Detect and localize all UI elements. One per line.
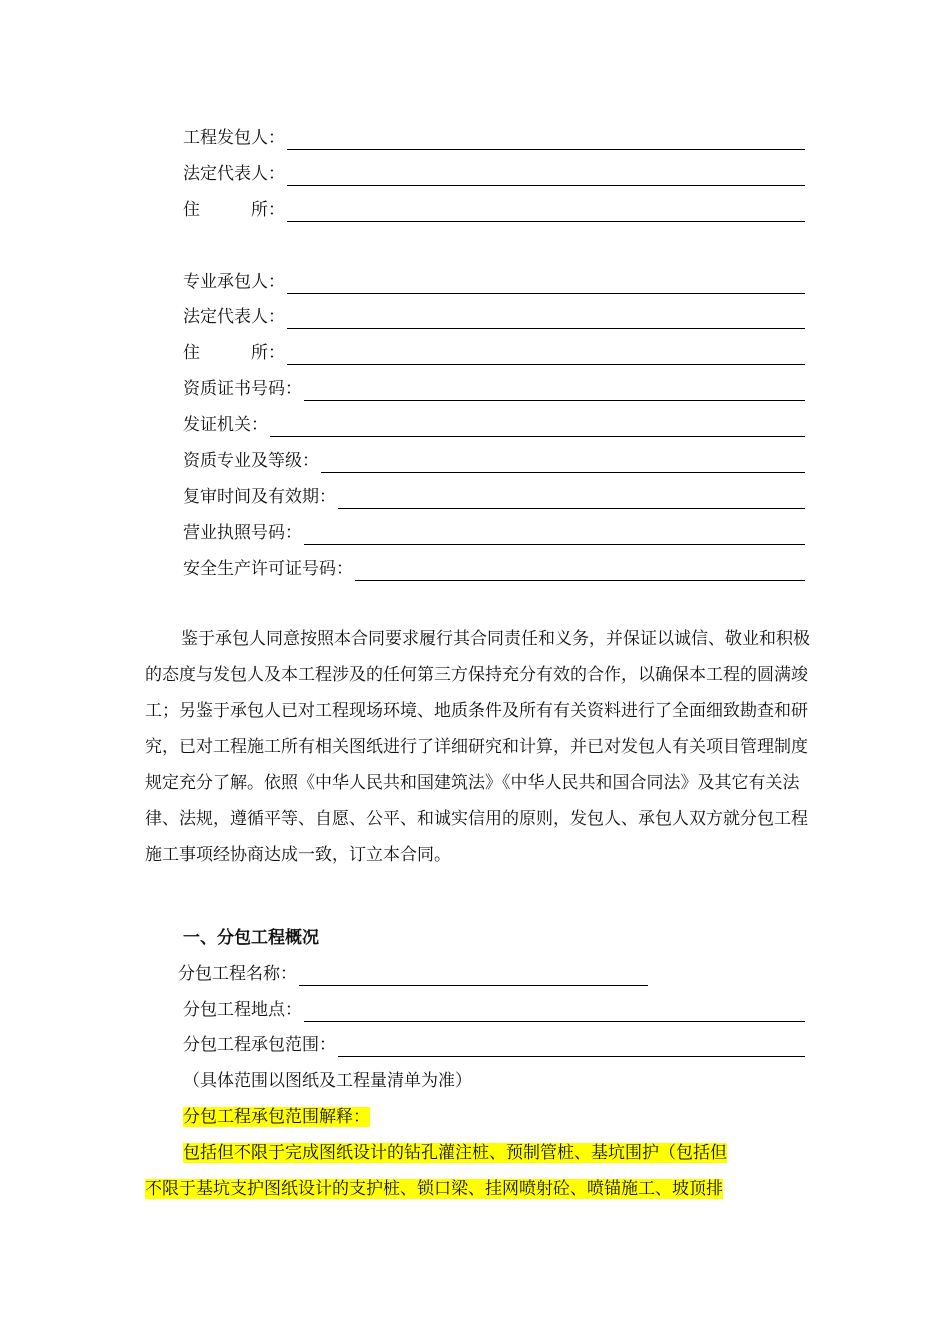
employer-address-field[interactable]	[183, 198, 805, 222]
project-location-field[interactable]	[183, 998, 805, 1022]
project-scope-blank[interactable]	[338, 1038, 805, 1057]
license-field[interactable]	[183, 521, 805, 545]
safety-license-blank[interactable]	[355, 562, 805, 581]
employer-blank[interactable]	[287, 131, 805, 150]
subcontractor-address-blank[interactable]	[287, 346, 805, 365]
section-1-heading: 一、分包工程概况	[183, 928, 319, 948]
subcontractor-legal-rep-blank[interactable]	[287, 310, 805, 329]
project-location-label: 分包工程地点：	[183, 1000, 302, 1020]
review-blank[interactable]	[338, 490, 805, 509]
employer-legal-rep-blank[interactable]	[287, 167, 805, 186]
project-scope-field[interactable]	[183, 1033, 805, 1057]
subcontractor-blank[interactable]	[287, 275, 805, 294]
subcontractor-address-label: 住 所：	[183, 343, 285, 363]
preamble-text: 鉴于承包人同意按照本合同要求履行其合同责任和义务，并保证以诚信、敬业和积极的态度与发包人及本工程涉及的任何第三方保持充分有效的合作，以确保本工程的圆满竣工；另鉴于承包人已对工程现场环境、地质条件及所有有关资料进行了全面细致勘查和研究，已对工程施工所有相关图纸进行了详细研究和计算，并已对发包人有关项目管理制度规定充分了解。依照《中华人民共和国建筑法》《中华人民共和国合同法》及其它有关法律、法规，遵循平等、自愿、公平、和诚实信用的原则，发包人、承包人双方就分包工程施工事项经协商达成一致，订立本合同。	[145, 629, 810, 865]
employer-legal-rep-field[interactable]	[183, 162, 805, 186]
qualification-blank[interactable]	[321, 454, 805, 473]
employer-field[interactable]	[183, 126, 805, 150]
cert-no-blank[interactable]	[304, 382, 805, 401]
license-blank[interactable]	[304, 526, 805, 545]
project-name-blank[interactable]	[299, 967, 648, 986]
employer-address-blank[interactable]	[287, 203, 805, 222]
project-name-field[interactable]	[178, 962, 648, 986]
license-label: 营业执照号码：	[183, 523, 302, 543]
subcontractor-legal-rep-field[interactable]	[183, 305, 805, 329]
scope-explain-label-text: 分包工程承包范围解释：	[183, 1107, 370, 1127]
project-name-label: 分包工程名称：	[178, 964, 297, 984]
scope-explain-line-2	[145, 1177, 723, 1201]
scope-explain-line-2-text: 不限于基坑支护图纸设计的支护桩、锁口梁、挂网喷射砼、喷锚施工、坡顶排	[145, 1179, 723, 1199]
review-label: 复审时间及有效期：	[183, 487, 336, 507]
subcontractor-field[interactable]	[183, 270, 805, 294]
employer-label: 工程发包人：	[183, 128, 285, 148]
employer-legal-rep-label: 法定代表人：	[183, 164, 285, 184]
scope-explain-line-1	[183, 1141, 727, 1165]
project-location-blank[interactable]	[304, 1003, 805, 1022]
subcontractor-address-field[interactable]	[183, 341, 805, 365]
issuer-field[interactable]	[183, 413, 805, 437]
cert-no-field[interactable]	[183, 377, 805, 401]
subcontractor-label: 专业承包人：	[183, 272, 285, 292]
scope-explain-label	[183, 1105, 370, 1129]
safety-license-label: 安全生产许可证号码：	[183, 559, 353, 579]
cert-no-label: 资质证书号码：	[183, 379, 302, 399]
issuer-blank[interactable]	[270, 418, 805, 437]
scope-note: （具体范围以图纸及工程量清单为准）	[183, 1071, 472, 1091]
subcontractor-legal-rep-label: 法定代表人：	[183, 307, 285, 327]
review-field[interactable]	[183, 485, 805, 509]
scope-explain-line-1-text: 包括但不限于完成图纸设计的钻孔灌注桩、预制管桩、基坑围护（包括但	[183, 1143, 727, 1163]
qualification-field[interactable]	[183, 449, 805, 473]
preamble-paragraph	[145, 621, 810, 873]
safety-license-field[interactable]	[183, 557, 805, 581]
employer-address-label: 住 所：	[183, 200, 285, 220]
issuer-label: 发证机关：	[183, 415, 268, 435]
project-scope-label: 分包工程承包范围：	[183, 1035, 336, 1055]
qualification-label: 资质专业及等级：	[183, 451, 319, 471]
